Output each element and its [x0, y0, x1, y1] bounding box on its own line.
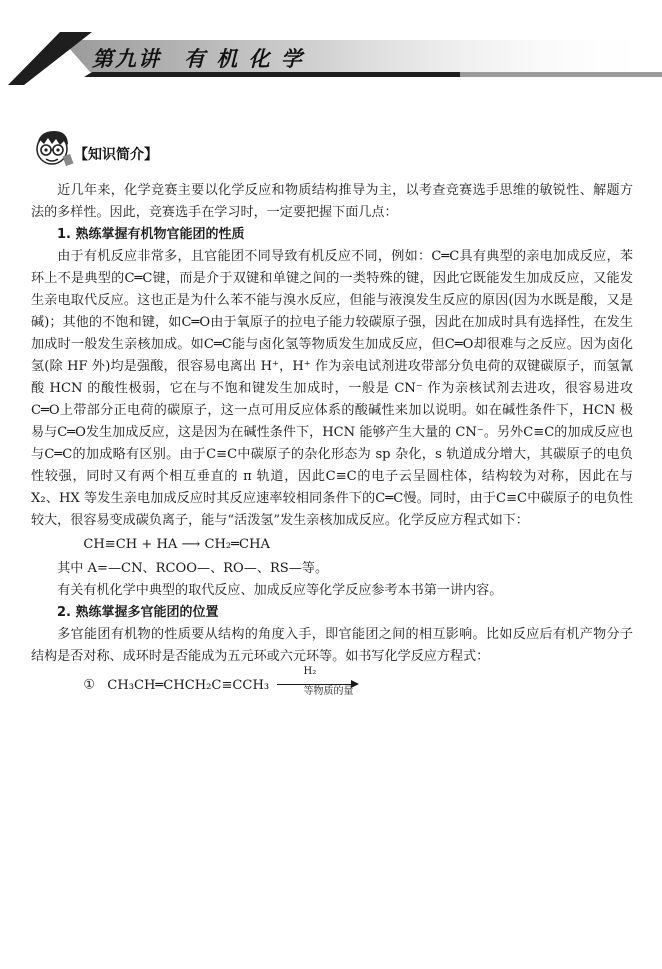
reaction-reactant: CH₃CH═CHCH₂C≡CCH₃: [107, 677, 270, 693]
paragraph: 有关有机化学中典型的取代反应、加成反应等化学反应参考本书第一讲内容。: [57, 583, 503, 598]
reaction-condition-bottom: 等物质的量: [303, 686, 354, 697]
reaction-equation: [31, 666, 633, 697]
section-title: 【知识简介】: [74, 147, 158, 163]
paragraph: 多官能团有机物的性质要从结构的角度入手，即官能团之间的相互影响。比如反应后有机产物分子结构是否对称、成环时是否能成为五元环或六元环等。如书写化学反应方程式：: [31, 627, 633, 664]
body-text: [31, 180, 633, 699]
paragraph: 由于有机反应非常多，且官能团不同导致有机反应不同，例如：C═C具有典型的亲电加成反应，苯环上不是典型的C═C键，而是介于双键和单键之间的一类特殊的键，因此它既能发生加成反应，又能发生亲电取代反应。这也正是为什么苯不能与溴水反应，但能与液溴发生反应的原因(因为水既是酸，又是碱)；其他的不饱和键，如C═O由于氧原子的拉电子能力较碳原子强，因此在加成时具有选择性，在发生加成时一般发生亲核加成。如C═C能与卤化氢等物质发生加成反应，但C═O却很难与之反应。因为卤化氢(除 HF 外)均是强酸，很容易电离出 H⁺，H⁺ 作为亲电试剂进攻带部分负电荷的双键碳原子，而氢氰酸 HCN 的酸性极弱，它在与不饱和键发生加成时，一般是 CN⁻ 作为亲核试剂去进攻，很容易进攻C═O上带部分正电荷的碳原子，这一点可用反应体系的酸碱性来加以说明。如在碱性条件下，HCN 极易与C═O发生加成反应，这是因为在碱性条件下，HCN 能够产生大量的 CN⁻。另外C≡C的加成反应也与C═C的加成略有区别。由于C≡C中碳原子的杂化形态为 sp 杂化，s 轨道成分增大，其碳原子的电负性较强，同时又有两个相互垂直的 π 轨道，因此C≡C的电子云呈圆柱体，结构较为对称，因此在与 X₂、HX 等发生亲电加成反应时其反应速率较相同条件下的C═C慢。同时，由于C≡C中碳原子的电负性较大，很容易变成碳负离子，能与“活泼氢”发生亲核加成反应。化学反应方程式如下：: [31, 249, 633, 528]
reaction-number: ①: [83, 677, 96, 693]
subheading: 1. 熟练掌握有机物官能团的性质: [57, 227, 245, 242]
paragraph: 近几年来，化学竞赛主要以化学反应和物质结构推导为主，以考查竞赛选手思维的敏锐性、解题方法的多样性。因此，竞赛选手在学习时，一定要把握下面几点：: [31, 183, 633, 220]
chapter-title: 第九讲 有 机 化 学: [92, 47, 304, 71]
paragraph: 其中 A=—CN、RCOO—、RO—、RS—等。: [57, 561, 329, 576]
reaction-arrow: [277, 666, 359, 697]
watermark-mark: [311, 920, 351, 934]
equation: CH≡CH + HA ⟶ CH₂═CHA: [83, 537, 270, 552]
cartoon-teacher-icon: [30, 125, 74, 169]
reaction-condition-top: H₂: [303, 666, 317, 677]
subheading: 2. 熟练掌握多官能团的位置: [57, 605, 219, 620]
